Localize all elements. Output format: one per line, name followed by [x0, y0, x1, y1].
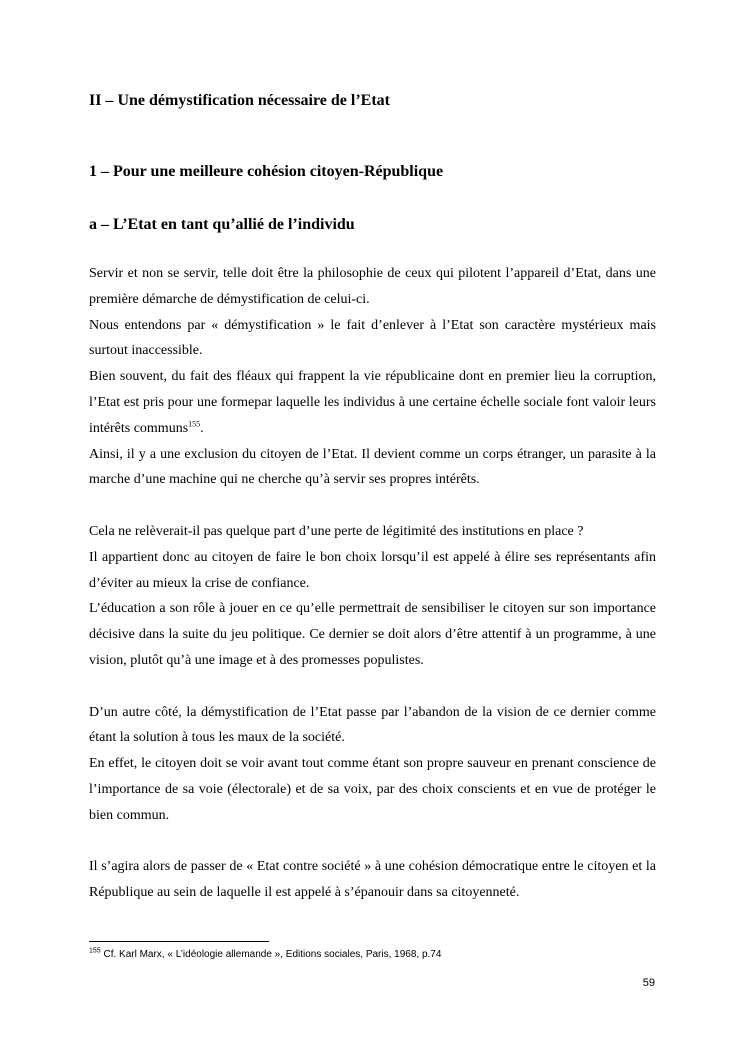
paragraph: Cela ne relèverait-il pas quelque part d’une perte de légitimité des institutions en place ?	[89, 523, 584, 539]
subsection-heading: a – L’Etat en tant qu’allié de l’individu	[89, 216, 355, 233]
page-number: 59	[642, 977, 655, 989]
paragraph-gap	[89, 493, 656, 519]
footnote-separator	[89, 941, 269, 942]
paragraph: D’un autre côté, la démystification de l’Etat passe par l’abandon de la vision de ce dernier comme étant la solution à tous les maux de la société.	[89, 704, 656, 746]
paragraph: Nous entendons par « démystification » le fait d’enlever à l’Etat son caractère mystérieux mais surtout inaccessible.	[89, 317, 656, 359]
paragraph: L’éducation a son rôle à jouer en ce qu’elle permettrait de sensibiliser le citoyen sur son importance décisive dans la suite du jeu politique. Ce dernier se doit alors d’être attentif à un programme, à une vision, plutôt qu’à une image et à des promesses populistes.	[89, 601, 656, 668]
paragraph: En effet, le citoyen doit se voir avant tout comme étant son propre sauveur en prenant conscience de l’importance de sa voie (électorale) et de sa voix, par des choix conscients et en vue de protéger le bien commun.	[89, 756, 656, 823]
footnote-reference: 155	[188, 419, 201, 429]
body-text	[89, 261, 656, 906]
paragraph-gap	[89, 829, 656, 855]
part-heading: II – Une démystification nécessaire de l’Etat	[89, 92, 390, 109]
paragraph: Il s’agira alors de passer de « Etat contre société » à une cohésion démocratique entre le citoyen et la République au sein de laquelle il est appelé à s’épanouir dans sa citoyenneté.	[89, 859, 656, 901]
paragraph: Ainsi, il y a une exclusion du citoyen de l’Etat. Il devient comme un corps étranger, un parasite à la marche d’une machine qui ne cherche qu’à servir ses propres intérêts.	[89, 446, 656, 488]
footnote	[89, 948, 659, 962]
paragraph: Servir et non se servir, telle doit être la philosophie de ceux qui pilotent l’appareil d’Etat, dans une première démarche de démystification de celui-ci.	[89, 266, 656, 307]
section-heading: 1 – Pour une meilleure cohésion citoyen-République	[89, 163, 444, 180]
paragraph-text: Bien souvent, du fait des fléaux qui frappent la vie républicaine dont en premier lieu la corruption, l’Etat est pris pour une formepar laquelle les individus à une certaine échelle sociale font valoir leurs intérêts communs	[89, 369, 656, 436]
paragraph-gap	[89, 674, 656, 700]
paragraph-end: .	[200, 420, 204, 436]
paragraph	[89, 364, 656, 441]
footnote-text: Cf. Karl Marx, « L’idéologie allemande », Editions sociales, Paris, 1968, p.74	[100, 949, 442, 960]
footnote-number: 155	[89, 947, 101, 955]
paragraph: Il appartient donc au citoyen de faire le bon choix lorsqu’il est appelé à élire ses représentants afin d’éviter au mieux la crise de confiance.	[89, 549, 656, 591]
